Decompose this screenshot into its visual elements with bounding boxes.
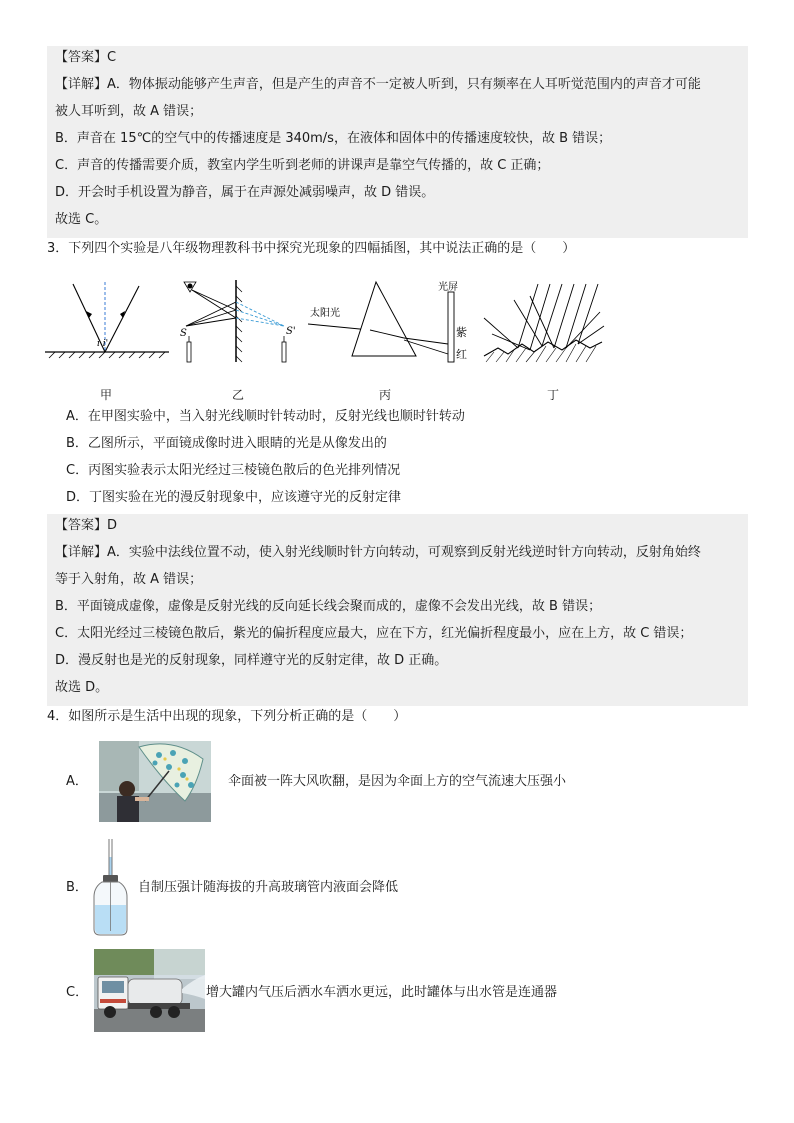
purple-label: 紫 (456, 326, 467, 339)
detail-c: C．声音的传播需要介质，教室内学生听到老师的讲课声是靠空气传播的，故 C 正确； (55, 158, 550, 173)
sprinkler-truck-photo (94, 949, 205, 1032)
q4-option-b-text: 自制压强计随海拔的升高玻璃管内液面会降低 (138, 880, 399, 895)
q4-option-a-label: A． (66, 774, 88, 789)
figure-label-yi: 乙 (232, 388, 245, 402)
detail-a-line2: 等于入射角，故 A 错误； (55, 572, 203, 587)
q3-option-b: B．乙图所示，平面镜成像时进入眼睛的光是从像发出的 (66, 436, 387, 451)
detail-a-line1: 【详解】A．实验中法线位置不动，使入射光线顺时针方向转动，可观察到反射光线逆时针方向转动，反射角始终 (55, 545, 701, 560)
figure-jia (45, 278, 175, 368)
answer-block-1 (47, 46, 748, 238)
q4-option-c-label: C． (66, 985, 89, 1000)
screen-label: 光屏 (438, 282, 458, 293)
figure-ding (478, 278, 608, 368)
answer-block-2 (47, 514, 748, 706)
q3-option-d: D．丁图实验在光的漫反射现象中，应该遵守光的反射定律 (66, 490, 402, 505)
source-label: S (180, 328, 187, 339)
q4-option-a-text: 伞面被一阵大风吹翻，是因为伞面上方的空气流速大压强小 (228, 774, 567, 789)
figure-label-ding: 丁 (547, 388, 560, 402)
conclusion: 故选 D。 (55, 680, 109, 695)
angle-label: i i' (97, 339, 109, 349)
q3-option-c: C．丙图实验表示太阳光经过三棱镜色散后的色光排列情况 (66, 463, 401, 478)
figure-label-jia: 甲 (100, 388, 113, 402)
figure-bing (308, 278, 473, 368)
barometer-photo (90, 837, 130, 937)
image-label: S' (286, 326, 296, 337)
detail-d: D．开会时手机设置为静音，属于在声源处减弱噪声，故 D 错误。 (55, 185, 435, 200)
answer-label: 【答案】C (55, 50, 117, 65)
q3-option-a: A．在甲图实验中，当入射光线顺时针转动时，反射光线也顺时针转动 (66, 409, 465, 424)
detail-d: D．漫反射也是光的反射现象，同样遵守光的反射定律，故 D 正确。 (55, 653, 448, 668)
question-4-stem: 4．如图所示是生活中出现的现象，下列分析正确的是（ ） (47, 709, 407, 724)
q4-option-b-label: B． (66, 880, 88, 895)
figure-label-bing: 丙 (379, 388, 392, 402)
umbrella-photo (99, 741, 211, 822)
detail-a-line2: 被人耳听到，故 A 错误； (55, 104, 203, 119)
answer-label: 【答案】D (55, 518, 118, 533)
red-label: 红 (456, 348, 467, 361)
figure-yi (176, 278, 306, 368)
conclusion: 故选 C。 (55, 212, 108, 227)
detail-a-line1: 【详解】A．物体振动能够产生声音，但是产生的声音不一定被人听到，只有频率在人耳听觉范围内的声音才可能 (55, 77, 701, 92)
sunlight-label: 太阳光 (310, 308, 340, 319)
question-3-stem: 3．下列四个实验是八年级物理教科书中探究光现象的四幅插图，其中说法正确的是（ ） (47, 241, 576, 256)
detail-b: B．平面镜成虚像，虚像是反射光线的反向延长线会聚而成的，虚像不会发出光线，故 B 错误； (55, 599, 602, 614)
detail-b: B．声音在 15℃的空气中的传播速度是 340m/s，在液体和固体中的传播速度较快，故 B 错误； (55, 131, 612, 146)
detail-c: C．太阳光经过三棱镜色散后，紫光的偏折程度应最大，应在下方，红光偏折程度最小，应在上方，故 C 错误； (55, 626, 693, 641)
q4-option-c-text: 增大罐内气压后洒水车洒水更远，此时罐体与出水管是连通器 (206, 985, 558, 1000)
